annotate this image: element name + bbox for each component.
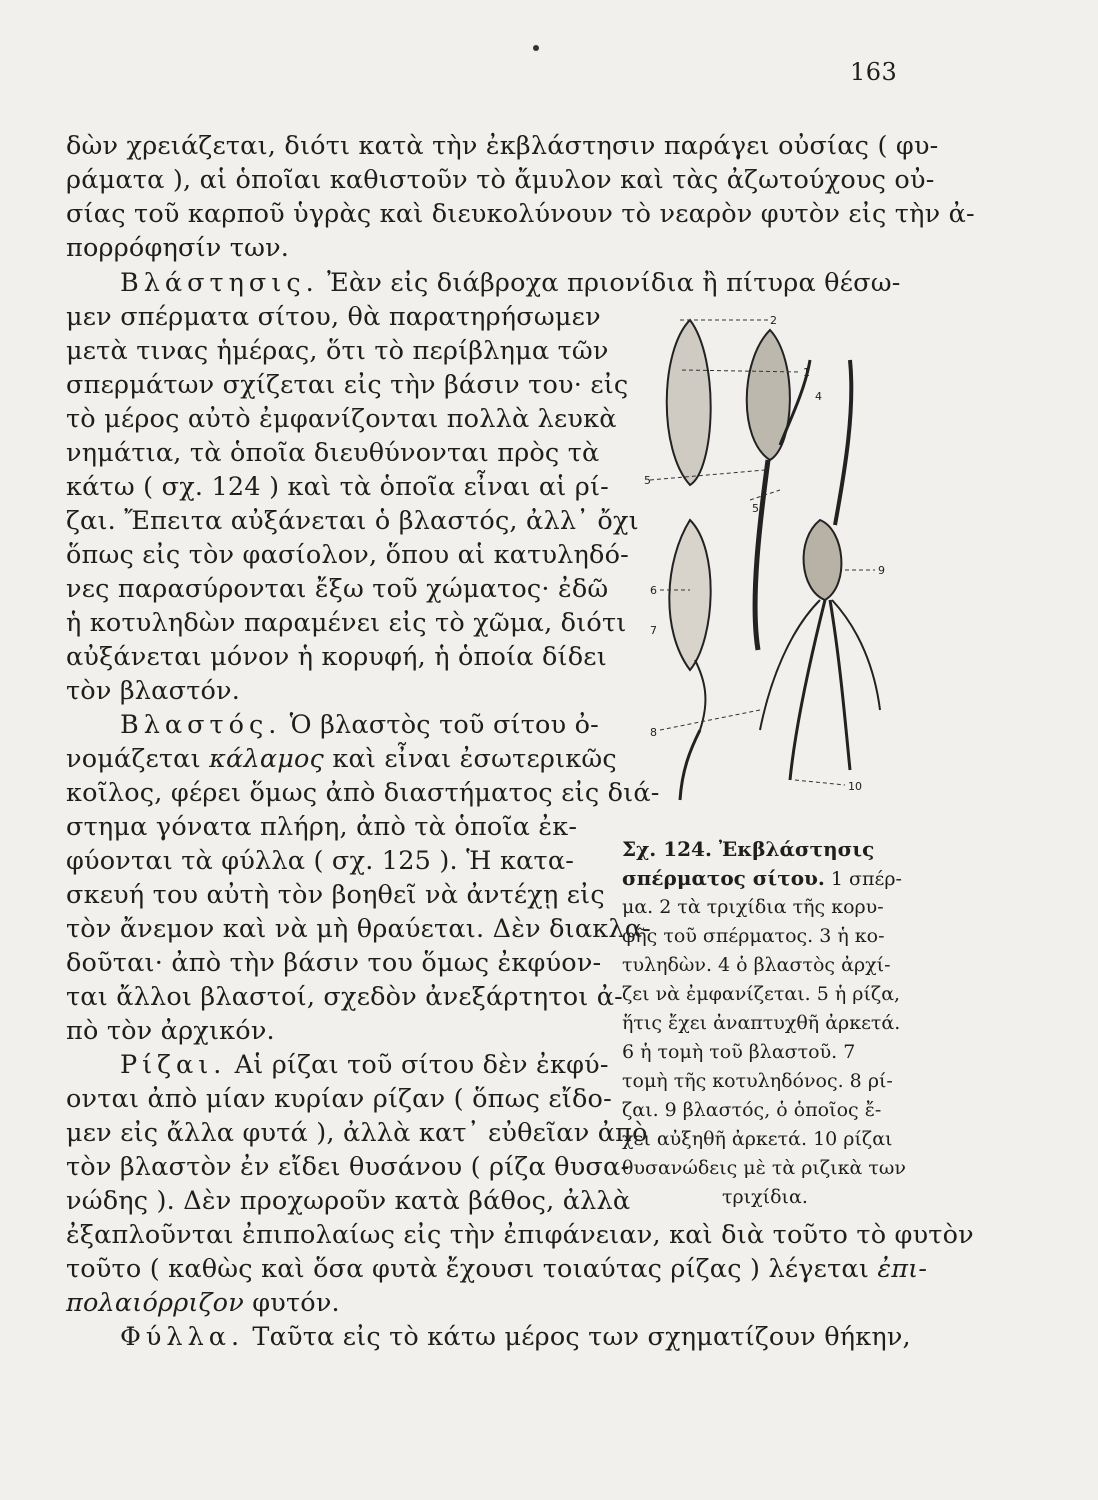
text-line: νώδης ). Δὲν προχωροῦν κατὰ βάθος, ἀλλὰ [66,1186,631,1216]
text-line: ἡ κοτυληδὼν παραμένει εἰς τὸ χῶμα, διότι [66,608,627,638]
text-line: σπερμάτων σχίζεται εἰς τὴν βάσιν του· εἰς [66,370,629,400]
text-line: κοῖλος, φέρει ὅμως ἀπὸ διαστήματος εἰς διά- [66,778,660,808]
figure-label: 1 [803,366,810,379]
text-line: δὼν χρειάζεται, διότι κατὰ τὴν ἐκβλάστησιν παράγει οὐσίας ( φυ- [66,131,939,161]
print-mark [533,45,539,51]
text-span: Ἐὰν εἰς διάβροχα πριονίδια ἢ πίτυρα θέσω- [318,268,901,298]
text-span: 1 σπέρ- [824,868,902,890]
text-line: νες παρασύρονται ἔξω τοῦ χώματος· ἐδῶ [66,574,609,604]
caption-line: ζει νὰ ἐμφανίζεται. 5 ἡ ρίζα, [622,983,901,1005]
seed-1 [667,320,711,485]
figure-label: 9 [878,564,885,577]
text-span: Αἱ ρίζαι τοῦ σίτου δὲν ἐκφύ- [226,1050,609,1080]
text-line: νημάτια, τὰ ὁποῖα διευθύνονται πρὸς τὰ [66,438,600,468]
section-heading-leaves: Φύλλα. [120,1322,245,1352]
text-line: ονται ἀπὸ μίαν κυρίαν ρίζαν ( ὅπως εἴδο- [66,1084,612,1114]
figure-124-wheat-germination [620,300,920,820]
section-heading-germination: Βλάστησις. [120,268,319,298]
figure-label: 7 [650,624,657,637]
root-10a [790,600,825,780]
figure-label: 2 [770,314,777,327]
figure-label: 8 [650,726,657,739]
text-line: μετὰ τινας ἡμέρας, ὅτι τὸ περίβλημα τῶν [66,336,609,366]
root-5 [755,460,768,650]
text-line: σίας τοῦ καρποῦ ὑγρὰς καὶ διευκολύνουν τὸ νεαρὸν φυτὸν εἰς τὴν ἀ- [66,199,975,229]
text-span: Ὁ βλαστὸς τοῦ σίτου ὀ- [281,710,599,740]
figure-label: 5 [644,474,651,487]
germination-illustration [620,300,920,820]
figure-label: 5 [752,502,759,515]
text-line: πορρόφησίν των. [66,233,290,263]
text-line: ὅπως εἰς τὸν φασίολον, ὅπου αἱ κατυληδό- [66,540,629,570]
caption-line: τυληδὼν. 4 ὁ βλαστὸς ἀρχί- [622,954,891,976]
text-line: ζαι. Ἔπειτα αὐξάνεται ὁ βλαστός, ἀλλ᾽ ὄχι [66,506,639,536]
text-line: τὸν βλαστόν. [66,676,241,706]
text-span: τοῦτο ( καθὼς καὶ ὅσα φυτὰ ἔχουσι τοιαύτας ρίζας ) λέγεται [66,1254,878,1284]
page-number: 163 [850,58,898,86]
italic-term: κάλαμος [209,744,325,774]
italic-term: ἐπι- [877,1254,928,1284]
root-10b [830,600,850,770]
text-line [66,1252,927,1286]
caption-line [622,865,902,893]
text-line: πὸ τὸν ἀρχικόν. [66,1016,275,1046]
text-line: ράματα ), αἱ ὁποῖαι καθιστοῦν τὸ ἄμυλον καὶ τὰς ἀζωτούχους οὐ- [66,165,935,195]
text-span: φυτόν. [243,1288,340,1318]
caption-line: 6 ἡ τομὴ τοῦ βλαστοῦ. 7 [622,1041,856,1063]
text-line: ται ἄλλοι βλαστοί, σχεδὸν ἀνεξάρτητοι ἀ- [66,982,623,1012]
caption-bold: σπέρματος σίτου. [622,866,825,890]
caption-line: τριχίδια. [722,1186,808,1208]
text-line: ἐξαπλοῦνται ἐπιπολαίως εἰς τὴν ἐπιφάνειαν, καὶ διὰ τοῦτο τὸ φυτὸν [66,1220,974,1250]
text-line: μεν εἰς ἄλλα φυτά ), ἀλλὰ κατ᾽ εὐθεῖαν ἀπὸ [66,1118,648,1148]
seed-section-6 [669,520,710,670]
text-line: αὐξάνεται μόνον ἡ κορυφή, ἡ ὁποία δίδει [66,642,607,672]
text-line: κάτω ( σχ. 124 ) καὶ τὰ ὁποῖα εἶναι αἱ ρί- [66,472,609,502]
caption-line: χει αὐξηθῆ ἀρκετά. 10 ρίζαι [622,1128,893,1150]
caption-line: ζαι. 9 βλαστός, ὁ ὁποῖος ἔ- [622,1099,882,1121]
text-line: δοῦται· ἀπὸ τὴν βάσιν του ὅμως ἐκφύον- [66,948,602,978]
text-span: νομάζεται [66,744,210,774]
text-line: τὸν βλαστὸν ἐν εἴδει θυσάνου ( ρίζα θυσα- [66,1152,630,1182]
text-line [120,266,901,300]
caption-line: μα. 2 τὰ τριχίδια τῆς κορυ- [622,896,884,918]
text-line: στημα γόνατα πλήρη, ἀπὸ τὰ ὁποῖα ἐκ- [66,812,578,842]
text-line: μεν σπέρματα σίτου, θὰ παρατηρήσωμεν [66,302,601,332]
text-line [66,742,617,776]
text-line: τὸ μέρος αὐτὸ ἐμφανίζονται πολλὰ λευκὰ [66,404,617,434]
italic-term: πολαιόρριζον [66,1288,244,1318]
roots-8 [680,730,700,800]
section-heading-roots: Ρίζαι. [120,1050,227,1080]
shoot-9 [835,360,851,525]
figure-label: 4 [815,390,822,403]
text-line [120,1320,911,1354]
caption-line: ἥτις ἔχει ἀναπτυχθῆ ἀρκετά. [622,1012,901,1034]
text-line [66,1286,340,1320]
caption-line: φῆς τοῦ σπέρματος. 3 ἡ κο- [622,925,885,947]
seed-grown [804,520,842,600]
caption-line: θυσανώδεις μὲ τὰ ριζικὰ των [622,1157,906,1179]
leader-line [660,710,760,730]
leader-line [795,780,845,785]
figure-label: 6 [650,584,657,597]
section-heading-stem: Βλαστός. [120,710,282,740]
text-line: σκευή του αὐτὴ τὸν βοηθεῖ νὰ ἀντέχῃ εἰς [66,880,605,910]
text-span: καὶ εἶναι ἐσωτερικῶς [324,744,617,774]
figure-label: 10 [848,780,862,793]
text-line: φύονται τὰ φύλλα ( σχ. 125 ). Ἡ κατα- [66,846,575,876]
figure-caption-title: Σχ. 124. Ἐκβλάστησις [622,837,875,861]
text-line [120,708,599,742]
caption-line: τομὴ τῆς κοτυληδόνος. 8 ρί- [622,1070,893,1092]
text-line: τὸν ἄνεμον καὶ νὰ μὴ θραύεται. Δὲν διακλα- [66,914,652,944]
leader-line [650,470,765,480]
text-span: Ταῦτα εἰς τὸ κάτω μέρος των σχηματίζουν θήκην, [244,1322,911,1352]
text-line [120,1048,609,1082]
section-stem [695,660,705,730]
